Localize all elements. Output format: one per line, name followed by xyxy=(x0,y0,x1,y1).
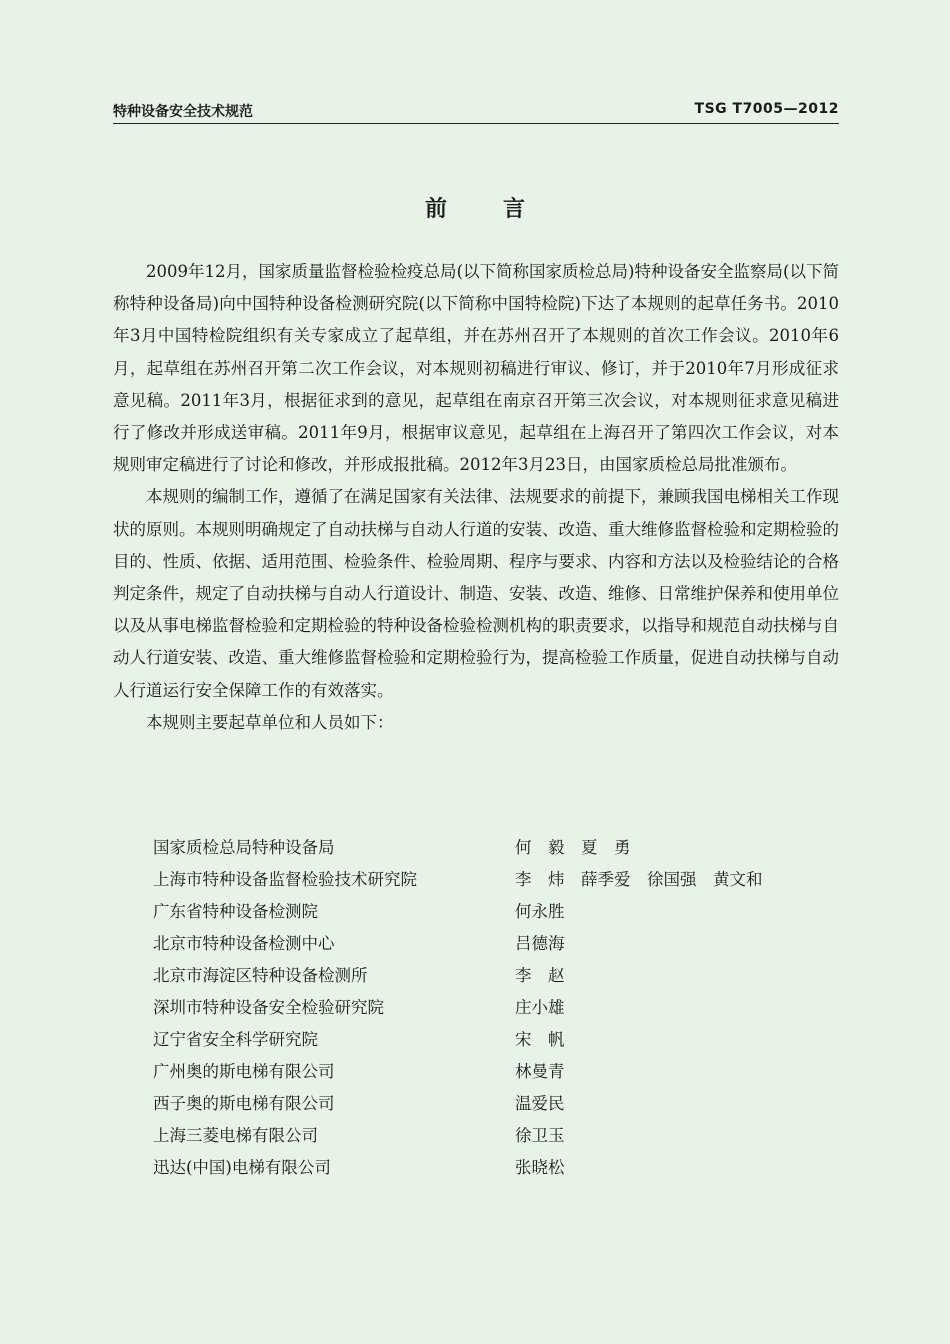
roster-people: 宋 帆 xyxy=(515,1030,565,1049)
roster-people: 张晓松 xyxy=(515,1158,565,1177)
foreword-body xyxy=(113,256,839,739)
page-title: 前言 xyxy=(424,197,581,222)
roster-row xyxy=(153,864,853,896)
paragraph-principles: 本规则的编制工作，遵循了在满足国家有关法律、法规要求的前提下，兼顾我国电梯相关工作现状的原则。本规则明确规定了自动扶梯与自动人行道的安装、改造、重大维修监督检验和定期检验的目的、性质、依据、适用范围、检验条件、检验周期、程序与要求、内容和方法以及检验结论的合格判定条件，规定了自动扶梯与自动人行道设计、制造、安装、改造、维修、日常维护保养和使用单位以及从事电梯监督检验和定期检验的特种设备检验检测机构的职责要求，以指导和规范自动扶梯与自动人行道安装、改造、重大维修监督检验和定期检验行为，提高检验工作质量，促进自动扶梯与自动人行道运行安全保障工作的有效落实。 xyxy=(113,487,839,700)
roster-row xyxy=(153,1056,853,1088)
roster-row xyxy=(153,928,853,960)
roster-org: 上海三菱电梯有限公司 xyxy=(153,1126,318,1145)
roster-org: 广东省特种设备检测院 xyxy=(153,902,318,921)
roster-row xyxy=(153,960,853,992)
header-series-title: 特种设备安全技术规范 xyxy=(113,104,253,120)
roster-org: 深圳市特种设备安全检验研究院 xyxy=(153,998,384,1017)
roster-row xyxy=(153,1088,853,1120)
roster-people: 林曼青 xyxy=(515,1062,565,1081)
roster-people: 温爱民 xyxy=(515,1094,565,1113)
roster-row xyxy=(153,832,853,864)
roster-org: 广州奥的斯电梯有限公司 xyxy=(153,1062,335,1081)
roster-org: 西子奥的斯电梯有限公司 xyxy=(153,1094,335,1113)
roster-row xyxy=(153,1152,853,1184)
drafting-roster xyxy=(153,832,853,1184)
roster-people: 徐卫玉 xyxy=(515,1126,565,1145)
roster-people: 何永胜 xyxy=(515,902,565,921)
paragraph-drafting-history: 2009年12月，国家质量监督检验检疫总局(以下简称国家质检总局)特种设备安全监察局(以下简称特种设备局)向中国特种设备检测研究院(以下简称中国特检院)下达了本规则的起草任务书。2010年3月中国特检院组织有关专家成立了起草组，并在苏州召开了本规则的首次工作会议。2010年6月，起草组在苏州召开第二次工作会议，对本规则初稿进行审议、修订，并于2010年7月形成征求意见稿。2011年3月，根据征求到的意见，起草组在南京召开第三次会议，对本规则征求意见稿进行了修改并形成送审稿。2011年9月，根据审议意见，起草组在上海召开了第四次工作会议，对本规则审定稿进行了讨论和修改，并形成报批稿。2012年3月23日，由国家质检总局批准颁布。 xyxy=(113,262,839,475)
roster-people: 吕德海 xyxy=(515,934,565,953)
roster-org: 上海市特种设备监督检验技术研究院 xyxy=(153,870,417,889)
page-header xyxy=(113,101,839,124)
roster-people: 何 毅 夏 勇 xyxy=(515,838,631,857)
roster-org: 北京市海淀区特种设备检测所 xyxy=(153,966,368,985)
roster-row xyxy=(153,1120,853,1152)
roster-people: 李 赵 xyxy=(515,966,565,985)
header-standard-code: TSG T7005—2012 xyxy=(694,101,839,117)
roster-org: 迅达(中国)电梯有限公司 xyxy=(153,1158,331,1177)
roster-org: 北京市特种设备检测中心 xyxy=(153,934,335,953)
paragraph-roster-intro: 本规则主要起草单位和人员如下： xyxy=(146,712,394,732)
roster-row xyxy=(153,1024,853,1056)
roster-org: 辽宁省安全科学研究院 xyxy=(153,1030,318,1049)
roster-org: 国家质检总局特种设备局 xyxy=(153,838,335,857)
roster-row xyxy=(153,896,853,928)
roster-row xyxy=(153,992,853,1024)
roster-people: 庄小雄 xyxy=(515,998,565,1017)
roster-people: 李 炜 薛季爱 徐国强 黄文和 xyxy=(515,870,763,889)
